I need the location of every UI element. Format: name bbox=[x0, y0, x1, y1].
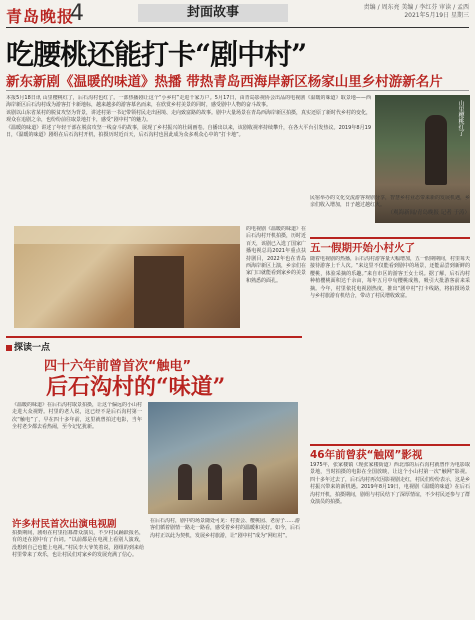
editor-line: 责编 / 周东亮 美编 / 李红芬 审读 / 孟西 bbox=[363, 4, 469, 11]
section3-text: 1975年，张家楼镇（现张家楼街道）西北部的后石沟村就曾作为电影取景地，当时拍摄的电影在全国放映，让这个小山村第一次“触网”影视。四十多年过去了，后石沟村再次因影视剧走红，村民们纷纷表示，这是乡村振兴带来的新机遇。2019年8月19日，电视剧《温暖的味道》在后石沟村开机，拍摄期间，剧组与村民结下了深厚情谊，不少村民还参与了群众演员的拍摄。 bbox=[310, 462, 470, 506]
right-text-2 bbox=[310, 195, 470, 225]
section2-text: 随着电视剧的热播，后石沟村游客量大幅增加，五一假期期间，村里每天接待游客上千人次。“来这里不仅能看到剧中的场景，还能品尝到新鲜的樱桃，体验采摘的乐趣。”来自市区的游客王女士说。据了解，后石沟村种植樱桃面积达千余亩，每年五月中旬樱桃成熟，吸引大批游客前来采摘。今年，村里依托电视剧热度，推出“剧中村”打卡线路，将拍摄场景与乡村旅游有机结合，带动了村民增收致富。 bbox=[310, 256, 470, 300]
lead-paragraph-3: 《温暖的味道》讲述了年轻干部在脱贫攻坚一线奋斗的故事，展现了乡村振兴的壮阔画卷。自播出以来，该剧收视率持续攀升，在各大平台引发热议。2019年8月19日，《温暖的味道》剧组在后石沟村开机，拍摄历时近百天，后石沟村也因此成为众多观众心中的“打卡地”。 bbox=[6, 124, 371, 139]
section3-title: 46年前曾获“触网”影视 bbox=[310, 449, 423, 461]
sub-headline: 新东新剧《温暖的味道》热播 带热青岛西海岸新区杨家山里乡村游新名片 bbox=[6, 74, 443, 90]
page-meta bbox=[364, 4, 469, 20]
photo-caption: 山里樱桃红了 bbox=[457, 100, 464, 136]
lead-paragraph-2: 该剧以山东省某村的脱贫攻坚为背景，讲述村第一书记带领村民走出困境、走向致富路的故事。剧中大量场景在青岛西海岸新区拍摄，真实还原了新时代乡村的变化，观众在追剧之余，也纷纷前往取景地打卡，感受“剧中村”的魅力。 bbox=[6, 109, 371, 124]
masthead bbox=[0, 0, 475, 28]
tag-square-icon bbox=[6, 345, 12, 351]
newspaper-logo: 青岛晚报 bbox=[6, 7, 75, 26]
box-title-1: 四十六年前曾首次“触电” bbox=[44, 359, 192, 374]
box-intro: 《温暖的味道》在后石沟村取景拍摄，让这个偏远的小山村走进大众视野。村里的老人说，这已经不是后石沟村第一次“触电”了，早在四十多年前，这里就曾拍过电影，当年全村老少都去看热闹，至今记忆犹新。 bbox=[12, 402, 142, 431]
right-text-top: 的电视剧《温暖的味道》在后石沟村开机拍摄，历时近百天，该剧已入选了国家广播电视总局2021年重点扶持剧目，2022年也在青岛西海岸新区上演，乡亲们在家门口就能看到家乡的美景和熟悉的面孔。 bbox=[246, 226, 306, 284]
headline-rule bbox=[6, 90, 469, 91]
article-credit: （观海新闻/青岛晚报 记者 于涛） bbox=[387, 209, 470, 216]
photo-person bbox=[178, 464, 192, 500]
box-tag-label: 探读一点 bbox=[14, 343, 51, 353]
right-paragraph: 民宿举办的文化交流游客观剧分享，智慧乡村业态带来新的发展机遇，乡亲们收入增加，日子越过越红火。 bbox=[310, 195, 470, 209]
photo-person bbox=[243, 464, 257, 500]
section2-rule bbox=[310, 237, 470, 239]
photo-figure bbox=[425, 115, 447, 185]
section2-heading bbox=[310, 240, 470, 253]
box-text-2: 在后石沟村，剧中的场景随处可见：村委会、樱桃园、老房子……游客们循着剧情一路走一路看，感受着乡村的温暖和美好。如今，后石沟村正以此为契机，发展乡村旅游，让“剧中村”成为“网红村”。 bbox=[150, 518, 300, 539]
photo-wall bbox=[14, 226, 240, 244]
box-title-2: 后石沟村的“味道” bbox=[46, 374, 226, 400]
section-title: 封面故事 bbox=[138, 4, 288, 22]
village-photo bbox=[14, 226, 240, 328]
main-headline: 吃腰桃还能打卡“剧中村” bbox=[6, 38, 307, 71]
box-text: 拍摄期间，剧组在村里招募群众演员，不少村民踊跃报名，有的还在剧中有了台词。“以前都是在电视上看别人演戏，没想到自己也能上电视。”村民李大爷笑着说，剧组的到来给村里带来了欢乐，也让村民们对家乡的发展充满了信心。 bbox=[12, 530, 144, 559]
section3-rule bbox=[310, 444, 470, 446]
section2-title: 五一假期开始小村火了 bbox=[310, 242, 415, 254]
page-number: 4 bbox=[70, 1, 84, 26]
masthead-rule bbox=[6, 27, 469, 28]
lead-paragraph: 本报5月18日讯 山里樱桃红了，后石沟村也红了。一部热播剧让这个“小乡村”走进千家万户。5月17日，由青岛影视协会出品的电视剧《温暖的味道》取景地——西海岸新区后石沟村成为游客打卡新地标，越来越多的游客慕名而来，在欣赏乡村美景的同时，感受剧中人物的奋斗故事。 bbox=[6, 95, 371, 109]
box-rule bbox=[6, 336, 302, 338]
actors-photo bbox=[148, 402, 298, 514]
photo-door bbox=[134, 256, 184, 328]
date-line: 2021年5月19日 星期三 bbox=[404, 12, 469, 19]
box-subheading: 许多村民首次出演电视剧 bbox=[12, 519, 117, 530]
box-tag bbox=[6, 340, 50, 353]
photo-person bbox=[208, 464, 222, 500]
